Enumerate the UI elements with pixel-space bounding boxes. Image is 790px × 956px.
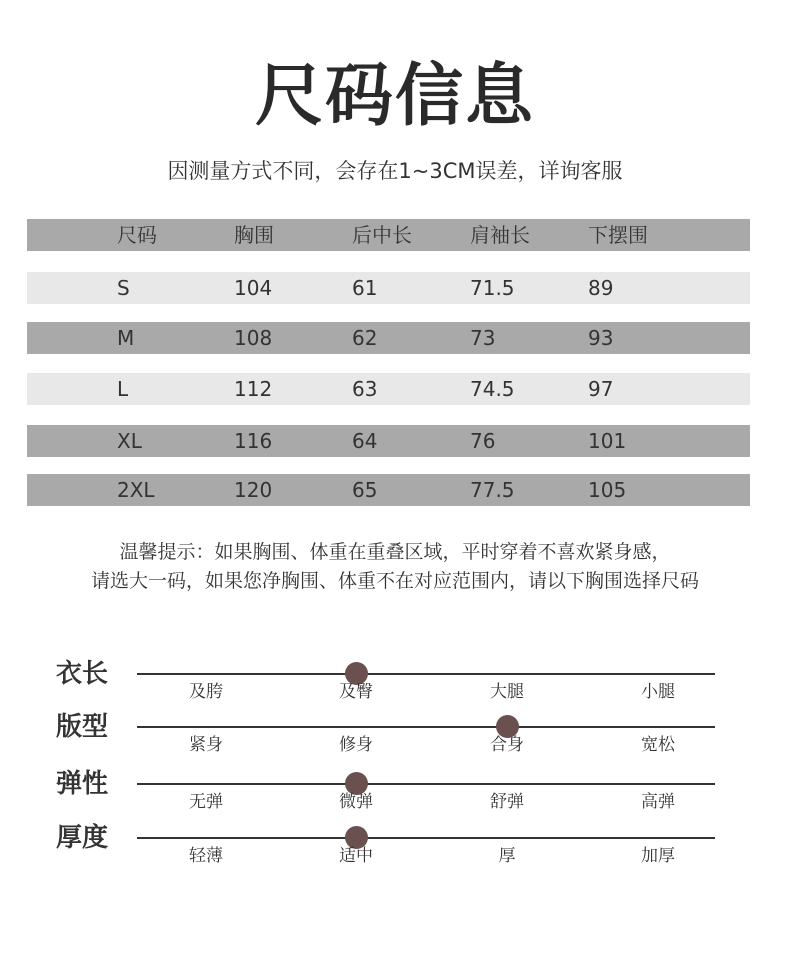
cell-chest: 116 [234, 429, 273, 453]
table-row [27, 322, 750, 354]
scale-label: 厚度 [56, 823, 109, 853]
scale-option: 宽松 [641, 735, 675, 755]
tips-line-2: 请选大一码，如果您净胸围、体重不在对应范围内，请以下胸围选择尺码 [90, 570, 699, 592]
scale-option: 适中 [339, 846, 373, 866]
table-row [27, 272, 750, 304]
scale-option: 大腿 [490, 682, 524, 702]
cell-hem: 89 [588, 276, 614, 300]
header-sleeve-length: 肩袖长 [470, 223, 530, 247]
scale-label: 弹性 [56, 769, 109, 799]
header-hem: 下摆围 [588, 223, 648, 247]
cell-size: S [117, 276, 130, 300]
cell-chest: 108 [234, 326, 273, 350]
scale-option: 加厚 [641, 846, 675, 866]
scale-option: 紧身 [189, 735, 223, 755]
scale-elasticity [0, 769, 790, 829]
scale-label: 衣长 [56, 659, 109, 689]
cell-size: M [117, 326, 135, 350]
scale-option: 舒弹 [490, 792, 524, 812]
cell-back-length: 65 [352, 478, 378, 502]
scale-option: 高弹 [641, 792, 675, 812]
header-back-length: 后中长 [352, 223, 412, 247]
cell-sleeve-length: 71.5 [470, 276, 515, 300]
cell-back-length: 63 [352, 377, 378, 401]
header-chest: 胸围 [234, 223, 274, 247]
cell-sleeve-length: 73 [470, 326, 496, 350]
scale-option: 无弹 [189, 792, 223, 812]
cell-sleeve-length: 77.5 [470, 478, 515, 502]
cell-size: 2XL [117, 478, 155, 502]
scale-line [137, 673, 715, 675]
scale-line [137, 783, 715, 785]
cell-back-length: 64 [352, 429, 378, 453]
scale-option: 轻薄 [189, 846, 223, 866]
tips-line-1: 温馨提示：如果胸围、体重在重叠区域，平时穿着不喜欢紧身感， [119, 541, 671, 563]
size-tips [0, 538, 790, 596]
scale-line [137, 726, 715, 728]
cell-hem: 105 [588, 478, 627, 502]
cell-hem: 97 [588, 377, 614, 401]
cell-chest: 104 [234, 276, 273, 300]
cell-sleeve-length: 76 [470, 429, 496, 453]
header-size: 尺码 [117, 223, 157, 247]
scale-option: 小腿 [641, 682, 675, 702]
page-title: 尺码信息 [254, 57, 535, 136]
table-row [27, 425, 750, 457]
scale-thickness [0, 823, 790, 883]
scale-option: 及臀 [339, 682, 373, 702]
scale-length [0, 659, 790, 719]
cell-hem: 101 [588, 429, 627, 453]
scale-option: 修身 [339, 735, 373, 755]
page-subtitle: 因测量方式不同，会存在1~3CM误差，详询客服 [167, 159, 623, 183]
cell-size: XL [117, 429, 142, 453]
scale-option: 微弹 [339, 792, 373, 812]
cell-back-length: 61 [352, 276, 378, 300]
scale-line [137, 837, 715, 839]
scale-option: 合身 [490, 735, 524, 755]
scale-label: 版型 [56, 712, 109, 742]
cell-size: L [117, 377, 129, 401]
scale-option: 厚 [498, 846, 516, 866]
table-row [27, 373, 750, 405]
table-header-row [27, 219, 750, 251]
scale-fit [0, 712, 790, 772]
cell-hem: 93 [588, 326, 614, 350]
scale-option: 及胯 [189, 682, 223, 702]
cell-sleeve-length: 74.5 [470, 377, 515, 401]
cell-back-length: 62 [352, 326, 378, 350]
cell-chest: 112 [234, 377, 273, 401]
cell-chest: 120 [234, 478, 273, 502]
table-row [27, 474, 750, 506]
